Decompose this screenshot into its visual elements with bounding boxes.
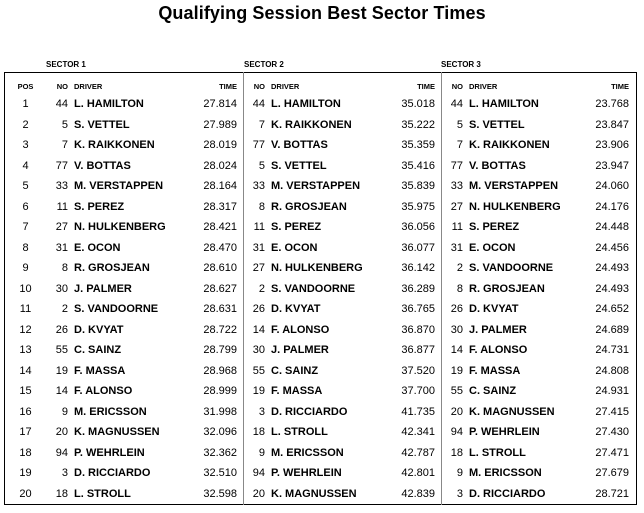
sector-time-cell: 24.456 [595, 241, 629, 254]
car-number-cell: 44 [55, 98, 68, 111]
car-number-cell: 8 [456, 282, 463, 295]
table-row [5, 217, 635, 238]
sector-3-label: SECTOR 3 [441, 60, 481, 69]
table-row [5, 238, 635, 259]
sector-time-cell: 35.839 [401, 180, 435, 193]
sector-time-cell: 27.814 [203, 98, 237, 111]
sector-time-cell: 28.024 [203, 159, 237, 172]
driver-name-cell: D. KVYAT [469, 303, 519, 316]
driver-name-cell: M. ERICSSON [469, 467, 542, 480]
driver-name-cell: L. STROLL [74, 487, 131, 500]
car-number-cell: 77 [55, 159, 68, 172]
table-row [5, 422, 635, 443]
driver-name-cell: L. STROLL [469, 446, 526, 459]
position-cell: 10 [19, 282, 32, 295]
car-number-cell: 14 [450, 344, 463, 357]
driver-name-cell: J. PALMER [469, 323, 527, 336]
pos-header: POS [17, 81, 34, 91]
car-number-cell: 77 [450, 159, 463, 172]
driver-name-cell: N. HULKENBERG [469, 200, 561, 213]
time-header: TIME [219, 81, 237, 91]
table-row [5, 443, 635, 464]
car-number-cell: 20 [55, 426, 68, 439]
car-number-cell: 18 [450, 446, 463, 459]
driver-name-cell: L. HAMILTON [74, 98, 144, 111]
sector-time-cell: 35.416 [401, 159, 435, 172]
car-number-cell: 8 [258, 200, 265, 213]
sector-time-cell: 36.056 [401, 221, 435, 234]
car-number-cell: 18 [252, 426, 265, 439]
car-number-cell: 27 [252, 262, 265, 275]
car-number-cell: 3 [61, 467, 68, 480]
car-number-cell: 8 [61, 262, 68, 275]
car-number-cell: 19 [252, 385, 265, 398]
driver-name-cell: F. MASSA [271, 385, 323, 398]
car-number-cell: 26 [55, 323, 68, 336]
driver-name-cell: S. PEREZ [74, 200, 125, 213]
sector-time-cell: 28.721 [595, 487, 629, 500]
sector-time-cell: 36.142 [401, 262, 435, 275]
sector-time-cell: 24.448 [595, 221, 629, 234]
driver-name-cell: P. WEHRLEIN [469, 426, 540, 439]
position-cell: 8 [22, 241, 29, 254]
driver-name-cell: K. MAGNUSSEN [74, 426, 160, 439]
position-cell: 6 [22, 200, 29, 213]
sector-time-cell: 23.947 [595, 159, 629, 172]
driver-name-cell: R. GROSJEAN [74, 262, 150, 275]
car-number-cell: 44 [450, 98, 463, 111]
driver-name-cell: M. ERICSSON [271, 446, 344, 459]
sector-time-cell: 24.689 [595, 323, 629, 336]
page-title: Qualifying Session Best Sector Times [158, 3, 486, 23]
driver-name-cell: S. VANDOORNE [469, 262, 554, 275]
sector-time-cell: 27.471 [595, 446, 629, 459]
car-number-cell: 33 [55, 180, 68, 193]
driver-header: DRIVER [271, 81, 300, 91]
sector-time-cell: 36.077 [401, 241, 435, 254]
sector-time-cell: 28.610 [203, 262, 237, 275]
car-number-cell: 2 [258, 282, 265, 295]
driver-name-cell: K. MAGNUSSEN [271, 487, 357, 500]
car-number-cell: 11 [56, 200, 68, 213]
sector-time-cell: 36.765 [401, 303, 435, 316]
driver-name-cell: S. PEREZ [271, 221, 322, 234]
car-number-cell: 33 [450, 180, 463, 193]
sector-time-cell: 23.847 [595, 118, 629, 131]
sector-time-cell: 37.700 [401, 385, 435, 398]
position-cell: 11 [19, 303, 32, 316]
position-cell: 4 [22, 159, 29, 172]
position-cell: 1 [22, 98, 29, 111]
sector-time-cell: 24.652 [595, 303, 629, 316]
driver-name-cell: D. KVYAT [271, 303, 321, 316]
driver-name-cell: V. BOTTAS [74, 159, 131, 172]
sector-time-cell: 36.877 [401, 344, 435, 357]
driver-name-cell: L. STROLL [271, 426, 328, 439]
driver-name-cell: P. WEHRLEIN [271, 467, 342, 480]
sector-1-label: SECTOR 1 [46, 60, 86, 69]
car-number-cell: 19 [55, 364, 68, 377]
driver-name-cell: V. BOTTAS [469, 159, 526, 172]
car-number-cell: 5 [61, 118, 68, 131]
driver-name-cell: D. RICCIARDO [271, 405, 348, 418]
sector-time-cell: 28.164 [203, 180, 237, 193]
position-cell: 19 [19, 467, 32, 480]
position-cell: 14 [19, 364, 32, 377]
car-number-cell: 3 [456, 487, 463, 500]
no-header: NO [253, 81, 265, 91]
driver-name-cell: R. GROSJEAN [271, 200, 347, 213]
sector-time-cell: 27.415 [595, 405, 629, 418]
sector-time-cell: 36.870 [401, 323, 435, 336]
time-header: TIME [417, 81, 435, 91]
sector-time-cell: 28.799 [203, 344, 237, 357]
sector-time-cell: 32.598 [203, 487, 237, 500]
car-number-cell: 9 [456, 467, 463, 480]
table-row [5, 361, 635, 382]
car-number-cell: 31 [450, 241, 463, 254]
table-row [5, 197, 635, 218]
car-number-cell: 5 [258, 159, 265, 172]
table-row [5, 176, 635, 197]
sector-time-cell: 28.722 [203, 323, 237, 336]
driver-header: DRIVER [74, 81, 103, 91]
sector-time-cell: 28.627 [203, 282, 237, 295]
table-row [5, 463, 635, 484]
car-number-cell: 31 [55, 241, 68, 254]
sector-time-cell: 23.906 [595, 139, 629, 152]
sector-times-table [5, 78, 635, 504]
driver-header: DRIVER [469, 81, 498, 91]
driver-name-cell: D. KVYAT [74, 323, 124, 336]
driver-name-cell: F. ALONSO [74, 385, 133, 398]
car-number-cell: 9 [61, 405, 68, 418]
driver-name-cell: S. PEREZ [469, 221, 520, 234]
driver-name-cell: M. VERSTAPPEN [469, 180, 559, 193]
sector-2-label: SECTOR 2 [244, 60, 284, 69]
car-number-cell: 30 [55, 282, 68, 295]
car-number-cell: 31 [252, 241, 265, 254]
sector-time-cell: 24.808 [595, 364, 629, 377]
driver-name-cell: C. SAINZ [74, 344, 122, 357]
position-cell: 18 [19, 446, 32, 459]
sector-time-cell: 37.520 [401, 364, 435, 377]
car-number-cell: 94 [252, 467, 265, 480]
sector-time-cell: 28.968 [203, 364, 237, 377]
sector-time-cell: 24.493 [595, 262, 629, 275]
table-row [5, 279, 635, 300]
sector-time-cell: 28.631 [203, 303, 237, 316]
driver-name-cell: D. RICCIARDO [74, 467, 151, 480]
car-number-cell: 14 [55, 385, 68, 398]
car-number-cell: 33 [252, 180, 265, 193]
position-cell: 20 [19, 487, 32, 500]
position-cell: 5 [22, 180, 29, 193]
position-cell: 17 [19, 426, 32, 439]
driver-name-cell: F. ALONSO [271, 323, 330, 336]
table-row [5, 381, 635, 402]
car-number-cell: 19 [450, 364, 463, 377]
car-number-cell: 30 [252, 344, 265, 357]
sector-time-cell: 35.359 [401, 139, 435, 152]
car-number-cell: 2 [456, 262, 463, 275]
sector-time-cell: 41.735 [401, 405, 435, 418]
sector-time-cell: 32.362 [203, 446, 237, 459]
driver-name-cell: J. PALMER [74, 282, 132, 295]
driver-name-cell: K. RAIKKONEN [74, 139, 155, 152]
driver-name-cell: R. GROSJEAN [469, 282, 545, 295]
car-number-cell: 20 [252, 487, 265, 500]
car-number-cell: 5 [456, 118, 463, 131]
sector-time-cell: 42.801 [401, 467, 435, 480]
sector-time-cell: 23.768 [595, 98, 629, 111]
sector-time-cell: 24.931 [595, 385, 629, 398]
driver-name-cell: F. MASSA [469, 364, 521, 377]
car-number-cell: 7 [61, 139, 68, 152]
driver-name-cell: C. SAINZ [271, 364, 319, 377]
driver-name-cell: S. VANDOORNE [271, 282, 356, 295]
sector-time-cell: 35.975 [401, 200, 435, 213]
driver-name-cell: N. HULKENBERG [271, 262, 363, 275]
sector-time-cell: 28.019 [203, 139, 237, 152]
table-row [5, 299, 635, 320]
position-cell: 9 [22, 262, 29, 275]
sector-time-cell: 28.317 [203, 200, 237, 213]
driver-name-cell: E. OCON [469, 241, 516, 254]
sector-time-cell: 24.493 [595, 282, 629, 295]
car-number-cell: 55 [252, 364, 265, 377]
position-cell: 2 [22, 118, 29, 131]
position-cell: 15 [19, 385, 32, 398]
car-number-cell: 18 [55, 487, 68, 500]
sector-time-cell: 28.999 [203, 385, 237, 398]
driver-name-cell: N. HULKENBERG [74, 221, 166, 234]
driver-name-cell: F. MASSA [74, 364, 126, 377]
table-row [5, 402, 635, 423]
driver-name-cell: K. MAGNUSSEN [469, 405, 555, 418]
driver-name-cell: S. VETTEL [469, 118, 525, 131]
time-header: TIME [611, 81, 629, 91]
car-number-cell: 2 [61, 303, 68, 316]
sector-time-cell: 42.341 [401, 426, 435, 439]
table-row [5, 340, 635, 361]
driver-name-cell: E. OCON [271, 241, 318, 254]
driver-name-cell: L. HAMILTON [469, 98, 539, 111]
table-row [5, 156, 635, 177]
sector-time-cell: 31.998 [203, 405, 237, 418]
car-number-cell: 44 [252, 98, 265, 111]
driver-name-cell: M. VERSTAPPEN [74, 180, 164, 193]
driver-name-cell: K. RAIKKONEN [271, 118, 352, 131]
car-number-cell: 20 [450, 405, 463, 418]
driver-name-cell: S. VETTEL [74, 118, 130, 131]
driver-name-cell: L. HAMILTON [271, 98, 341, 111]
driver-name-cell: P. WEHRLEIN [74, 446, 145, 459]
position-cell: 3 [22, 139, 29, 152]
driver-name-cell: M. ERICSSON [74, 405, 147, 418]
driver-name-cell: M. VERSTAPPEN [271, 180, 361, 193]
car-number-cell: 94 [55, 446, 68, 459]
car-number-cell: 26 [252, 303, 265, 316]
car-number-cell: 27 [55, 221, 68, 234]
sector-time-cell: 27.679 [595, 467, 629, 480]
car-number-cell: 27 [450, 200, 463, 213]
car-number-cell: 94 [450, 426, 463, 439]
driver-name-cell: E. OCON [74, 241, 121, 254]
sector-time-cell: 28.470 [203, 241, 237, 254]
sector-time-cell: 42.787 [401, 446, 435, 459]
car-number-cell: 11 [451, 221, 463, 234]
car-number-cell: 7 [456, 139, 463, 152]
driver-name-cell: S. VETTEL [271, 159, 327, 172]
position-cell: 7 [22, 221, 29, 234]
car-number-cell: 55 [55, 344, 68, 357]
sector-time-cell: 32.510 [203, 467, 237, 480]
sector-time-cell: 24.731 [595, 344, 629, 357]
table-row [5, 484, 635, 505]
sector-time-cell: 42.839 [401, 487, 435, 500]
driver-name-cell: J. PALMER [271, 344, 329, 357]
car-number-cell: 3 [258, 405, 265, 418]
driver-name-cell: K. RAIKKONEN [469, 139, 550, 152]
car-number-cell: 26 [450, 303, 463, 316]
table-row [5, 258, 635, 279]
driver-name-cell: S. VANDOORNE [74, 303, 159, 316]
position-cell: 13 [19, 344, 32, 357]
position-cell: 16 [19, 405, 32, 418]
driver-name-cell: C. SAINZ [469, 385, 517, 398]
sector-time-cell: 35.018 [401, 98, 435, 111]
car-number-cell: 55 [450, 385, 463, 398]
car-number-cell: 9 [258, 446, 265, 459]
no-header: NO [451, 81, 463, 91]
sector-time-cell: 28.421 [203, 221, 237, 234]
sector-time-cell: 27.989 [203, 118, 237, 131]
car-number-cell: 77 [252, 139, 265, 152]
table-row [5, 94, 635, 115]
driver-name-cell: V. BOTTAS [271, 139, 328, 152]
sector-time-cell: 24.176 [595, 200, 629, 213]
sector-time-cell: 24.060 [595, 180, 629, 193]
no-header: NO [56, 81, 68, 91]
driver-name-cell: F. ALONSO [469, 344, 528, 357]
table-row [5, 320, 635, 341]
sector-time-cell: 35.222 [401, 118, 435, 131]
position-cell: 12 [19, 323, 32, 336]
sector-time-cell: 36.289 [401, 282, 435, 295]
car-number-cell: 14 [252, 323, 265, 336]
car-number-cell: 30 [450, 323, 463, 336]
driver-name-cell: D. RICCIARDO [469, 487, 546, 500]
sector-time-cell: 32.096 [203, 426, 237, 439]
car-number-cell: 11 [253, 221, 265, 234]
header-row [5, 78, 635, 94]
car-number-cell: 7 [258, 118, 265, 131]
table-row [5, 115, 635, 136]
table-row [5, 135, 635, 156]
sector-time-cell: 27.430 [595, 426, 629, 439]
